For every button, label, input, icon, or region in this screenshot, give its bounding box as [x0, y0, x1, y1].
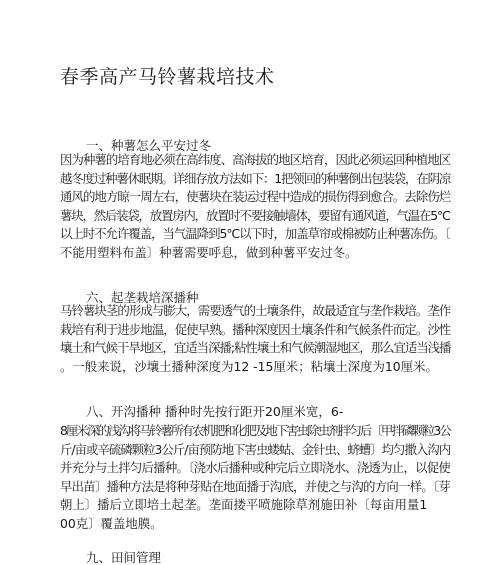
paragraph-line: 朝上〕播后立即培土起垄。垄面搂平喷施除草剂施田补〔每亩用量1: [60, 497, 428, 512]
paragraph-line: 通风的地方晾一周左右，使薯块在装运过程中造成的损伤得到愈合。去除伤烂: [60, 189, 451, 204]
paragraph-line: 8厘米深的浅沟将马铃薯所有农机肥和化肥及地下害虫除虫剂拌匀后〔甲拌磷颗粒3公: [60, 423, 450, 438]
section-heading: 一、种薯怎么平安过冬: [86, 138, 212, 153]
document-title: 春季高产马铃薯栽培技术: [60, 66, 275, 88]
section-paragraph: [60, 422, 450, 533]
paragraph-line: 斤/亩或辛硫磷颗粒3公斤/亩预防地下害虫蝼蛄、金针虫、蛴螬〕均匀撒入沟内: [60, 441, 451, 457]
paragraph-line: 00克〕覆盖地膜。: [60, 515, 163, 531]
paragraph-line: 马铃薯块茎的形成与膨大，需要透气的土壤条件，故最适宜与垄作栽培。垄作: [60, 303, 451, 318]
paragraph-line: 以上时不允许覆盖，当气温降到5℃以下时，加盖草帘或棉被防止种薯冻伤。〔: [60, 226, 450, 241]
section-paragraph: [60, 302, 450, 376]
section-paragraph: [60, 151, 450, 262]
paragraph-line: 不能用塑料布盖〕种薯需要呼息，做到种薯平安过冬。: [60, 244, 358, 260]
paragraph-line: 栽培有利于进步地温，促使早熟。播种深度因土壤条件和气候条件而定。沙性: [60, 321, 451, 337]
paragraph-line: 并充分与土拌匀后播种。〔浇水后播种或种完后立即浇水、浇透为止，以促使: [60, 460, 451, 475]
section-heading: 六、起垄栽培深播种: [86, 290, 199, 305]
paragraph-line: 薯块，然后装袋，放置房内，放置时不要接触墙体，要留有通风道，气温在5℃: [60, 207, 450, 223]
paragraph-line: 越冬度过种薯休眠期。详细存放方法如下：1把领回的种薯倒出包装袋，在阴凉: [60, 170, 451, 186]
paragraph-line: 壤土和气候干旱地区，宜适当深播;粘性壤土和气候潮湿地区，那么宜适当浅播: [60, 340, 451, 355]
paragraph-line: 因为种薯的培育地必须在高纬度、高海拔的地区培育，因此必须运回种植地区: [60, 152, 451, 167]
section-heading: 八、开沟播种 播种时先按行距开20厘米宽，6-: [86, 404, 344, 419]
section-heading: 九、田间管理: [86, 550, 162, 565]
paragraph-line: 早出苗〕播种方法是将种芽贴在地面播于沟底，并使之与沟的方向一样。〔芽: [60, 478, 451, 494]
paragraph-line: 。一般来说，沙壤土播种深度为12 -15厘米；粘壤土深度为10厘米。: [60, 358, 438, 374]
